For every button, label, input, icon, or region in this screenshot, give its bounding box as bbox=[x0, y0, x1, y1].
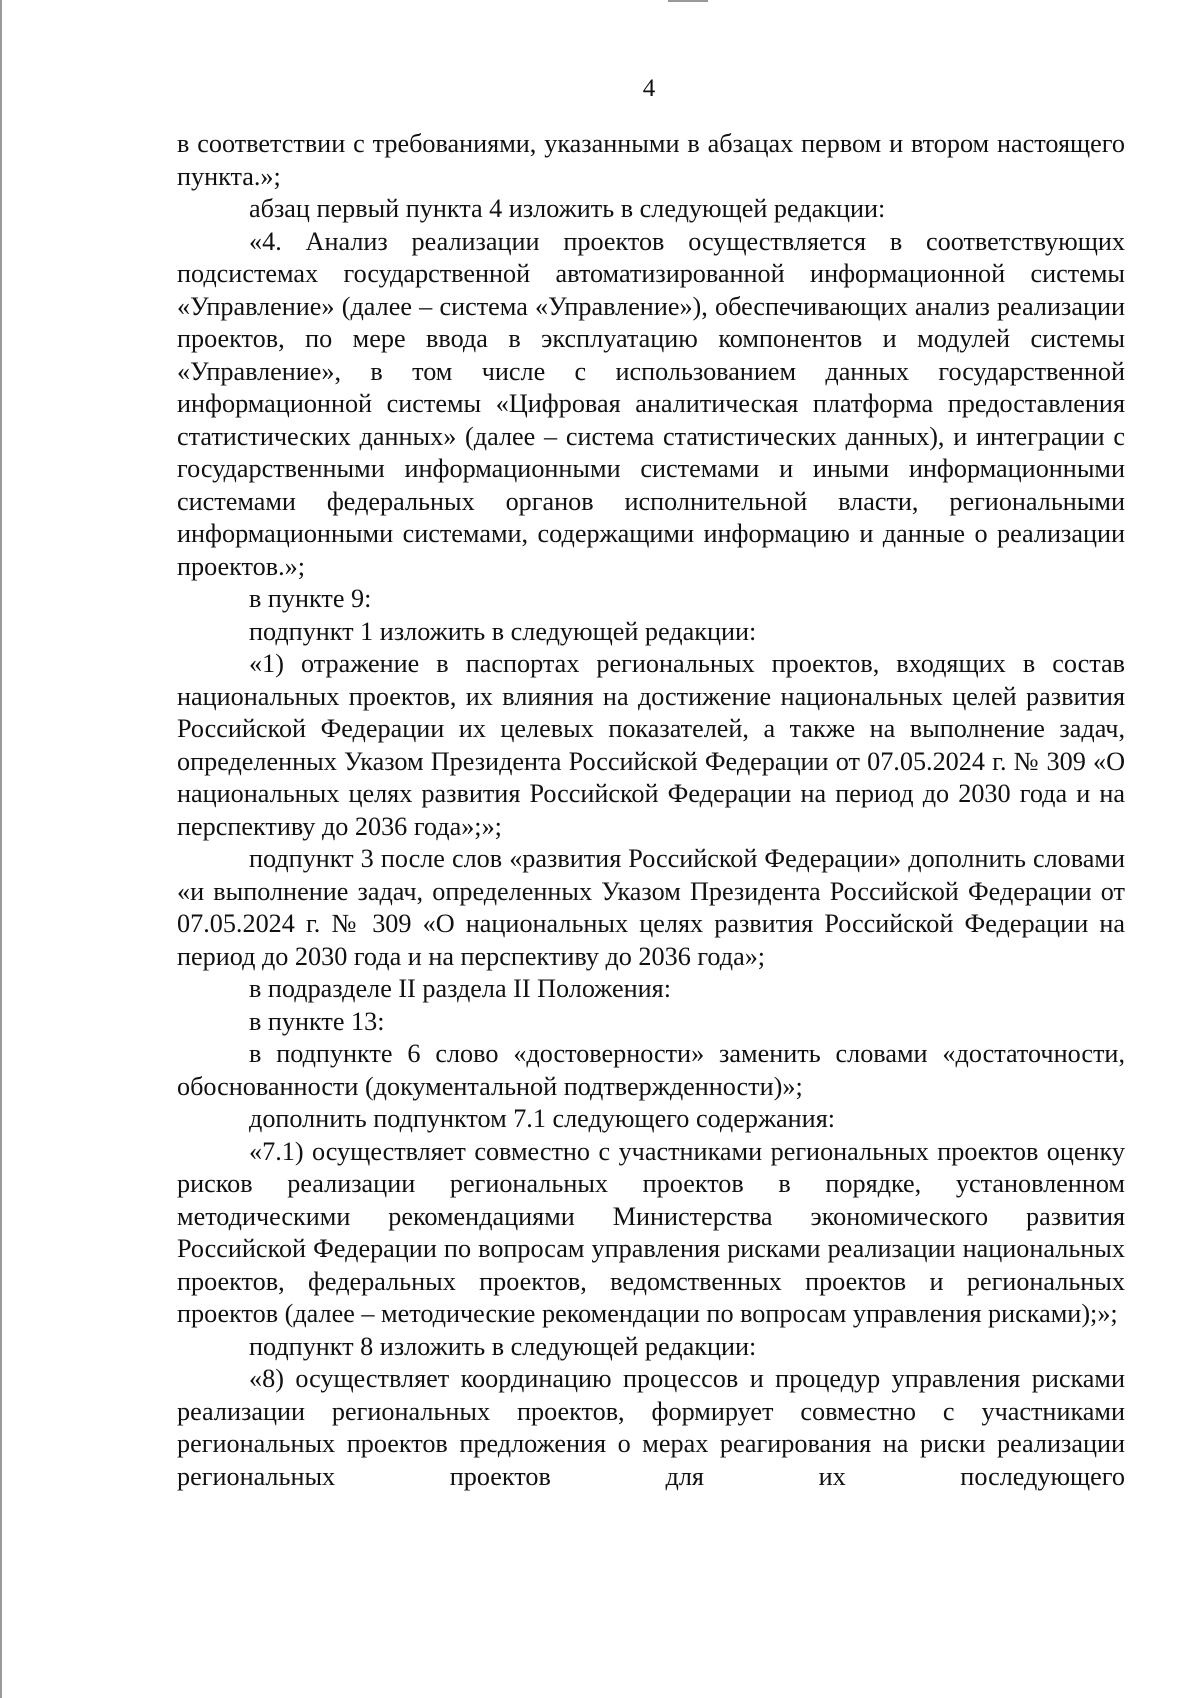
left-scan-edge bbox=[0, 0, 2, 1698]
paragraph: в подпункте 6 слово «достоверности» заменить словами «достаточности, обоснованности (документальной подтвержденности)»; bbox=[177, 1039, 1125, 1101]
paragraph: подпункт 8 изложить в следующей редакции: bbox=[249, 1331, 757, 1361]
paragraph: в пункте 13: bbox=[249, 1006, 385, 1036]
paragraph: «4. Анализ реализации проектов осуществляется в соответствующих подсистемах государственной автоматизированной информационной системы «Управление» (далее – система «Управление»), обеспечивающих анализ реализации проектов, по мере ввода в эксплуатацию компонентов и модулей системы «Управление», в том числе с использованием данных государственной информационной системы «Цифровая аналитическая платформа предоставления статистических данных» (далее – система статистических данных), и интеграции с государственными информационными системами и иными информационными системами федеральных органов исполнительной власти, региональными информационными системами, содержащими информацию и данные о реализации проектов.»; bbox=[177, 226, 1125, 581]
paragraph: дополнить подпунктом 7.1 следующего содержания: bbox=[249, 1104, 836, 1133]
paragraph: подпункт 1 изложить в следующей редакции: bbox=[249, 616, 757, 646]
paragraph: «7.1) осуществляет совместно с участниками региональных проектов оценку рисков реализации региональных проектов в порядке, установленном методическими рекомендациями Министерства экономического развития Российской Федерации по вопросам управления рисками реализации национальных проектов, федеральных проектов, ведомственных проектов и региональных проектов (далее – методические рекомендации по вопросам управления рисками);»; bbox=[177, 1136, 1125, 1328]
top-scan-edge bbox=[668, 0, 708, 2]
paragraph: в соответствии с требованиями, указанными в абзацах первом и втором настоящего пункта.»; bbox=[177, 129, 1125, 191]
paragraph: в пункте 9: bbox=[249, 584, 372, 613]
paragraph: подпункт 3 после слов «развития Российской Федерации» дополнить словами «и выполнение задач, определенных Указом Президента Российской Федерации от 07.05.2024 г. № 309 «О национальных целях развития Российской Федерации на период до 2030 года и на перспективу до 2036 года»; bbox=[177, 844, 1125, 971]
paragraph: в подразделе II раздела II Положения: bbox=[249, 974, 672, 1003]
paragraph: «8) осуществляет координацию процессов и процедур управления рисками реализации региональных проектов, формирует совместно с участниками региональных проектов предложения о мерах реагирования на риски реализации региональных проектов для их последующего bbox=[177, 1364, 1125, 1491]
paragraph: «1) отражение в паспортах региональных проектов, входящих в состав национальных проектов, их влияния на достижение национальных целей развития Российской Федерации их целевых показателей, а также на выполнение задач, определенных Указом Президента Российской Федерации от 07.05.2024 г. № 309 «О национальных целях развития Российской Федерации на период до 2030 года и на перспективу до 2036 года»;»; bbox=[177, 649, 1125, 841]
page-number: 4 bbox=[642, 75, 656, 102]
paragraph: абзац первый пункта 4 изложить в следующей редакции: bbox=[249, 194, 886, 223]
document-body bbox=[177, 128, 1125, 1493]
